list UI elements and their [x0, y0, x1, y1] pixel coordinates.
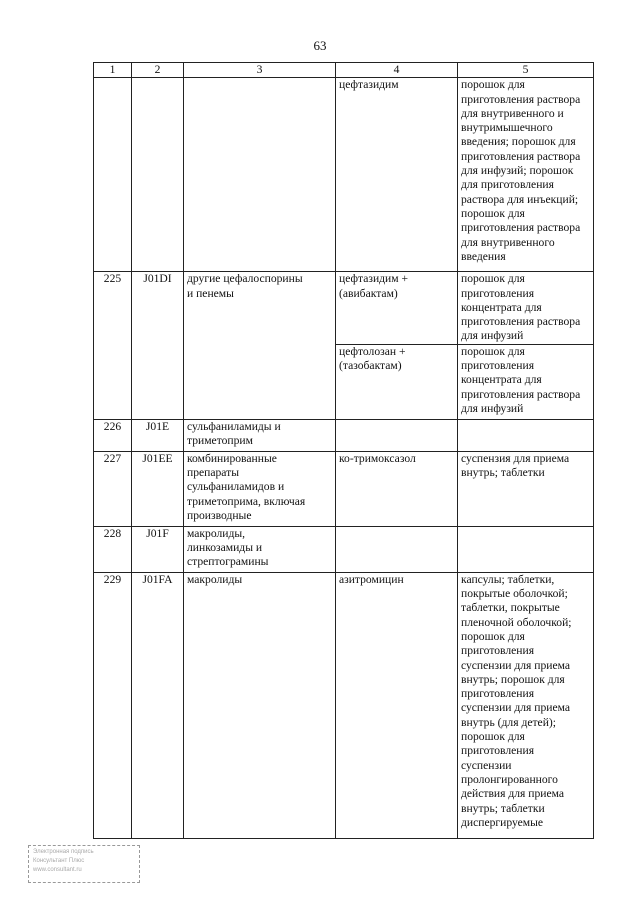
atc-code: J01E — [132, 419, 184, 451]
column-header: 3 — [184, 63, 336, 78]
table-header-row — [94, 63, 594, 78]
group-name: макролиды, линкозамиды и стрептограмины — [184, 526, 336, 572]
atc-code: J01F — [132, 526, 184, 572]
drug-name: цефтазидим — [336, 78, 458, 272]
column-header: 5 — [458, 63, 594, 78]
drug-name: азитромицин — [336, 572, 458, 838]
column-header: 2 — [132, 63, 184, 78]
table-row — [94, 572, 594, 838]
row-number: 229 — [94, 572, 132, 838]
table-row — [94, 78, 594, 272]
table-row — [94, 419, 594, 451]
page-number: 63 — [313, 38, 327, 53]
table-row — [94, 451, 594, 526]
drug-name: ко-тримоксазол — [336, 451, 458, 526]
group-name: макролиды — [184, 572, 336, 838]
dosage-forms: капсулы; таблетки, покрытые оболочкой; таблетки, покрытые пленочной оболочкой; порошок для приготовления суспензии для приема внутрь; порошок для приготовления суспензии для приема внутрь (для детей); порошок для приготовления суспензии пролонгированного действия для приема внутрь; таблетки диспергируемые — [458, 572, 594, 838]
atc-code: J01FA — [132, 572, 184, 838]
dosage-forms: порошок для приготовления концентрата для приготовления раствора для инфузий — [458, 344, 594, 419]
dosage-forms: суспензия для приема внутрь; таблетки — [458, 451, 594, 526]
electronic-signature-stamp: Электронная подпись Консультант Плюс www.consultant.ru — [28, 845, 140, 883]
medication-table — [93, 62, 594, 839]
group-name: другие цефалоспорины и пенемы — [184, 272, 336, 419]
atc-code: J01DI — [132, 272, 184, 419]
atc-code: J01EE — [132, 451, 184, 526]
group-name: комбинированные препараты сульфаниламидов и триметоприма, включая производные — [184, 451, 336, 526]
table-row — [94, 526, 594, 572]
group-name: сульфаниламиды и триметоприм — [184, 419, 336, 451]
dosage-forms: порошок для приготовления концентрата для приготовления раствора для инфузий — [458, 272, 594, 344]
drug-name: цефтазидим + (авибактам) — [336, 272, 458, 344]
drug-name: цефтолозан + (тазобактам) — [336, 344, 458, 419]
row-number: 226 — [94, 419, 132, 451]
table-row — [94, 272, 594, 344]
row-number: 228 — [94, 526, 132, 572]
column-header: 4 — [336, 63, 458, 78]
column-header: 1 — [94, 63, 132, 78]
dosage-forms: порошок для приготовления раствора для внутривенного и внутримышечного введения; порошок для приготовления раствора для инфузий; порошок для приготовления раствора для инъекций; порошок для приготовления раствора для внутривенного введения — [458, 78, 594, 272]
row-number: 225 — [94, 272, 132, 419]
row-number: 227 — [94, 451, 132, 526]
